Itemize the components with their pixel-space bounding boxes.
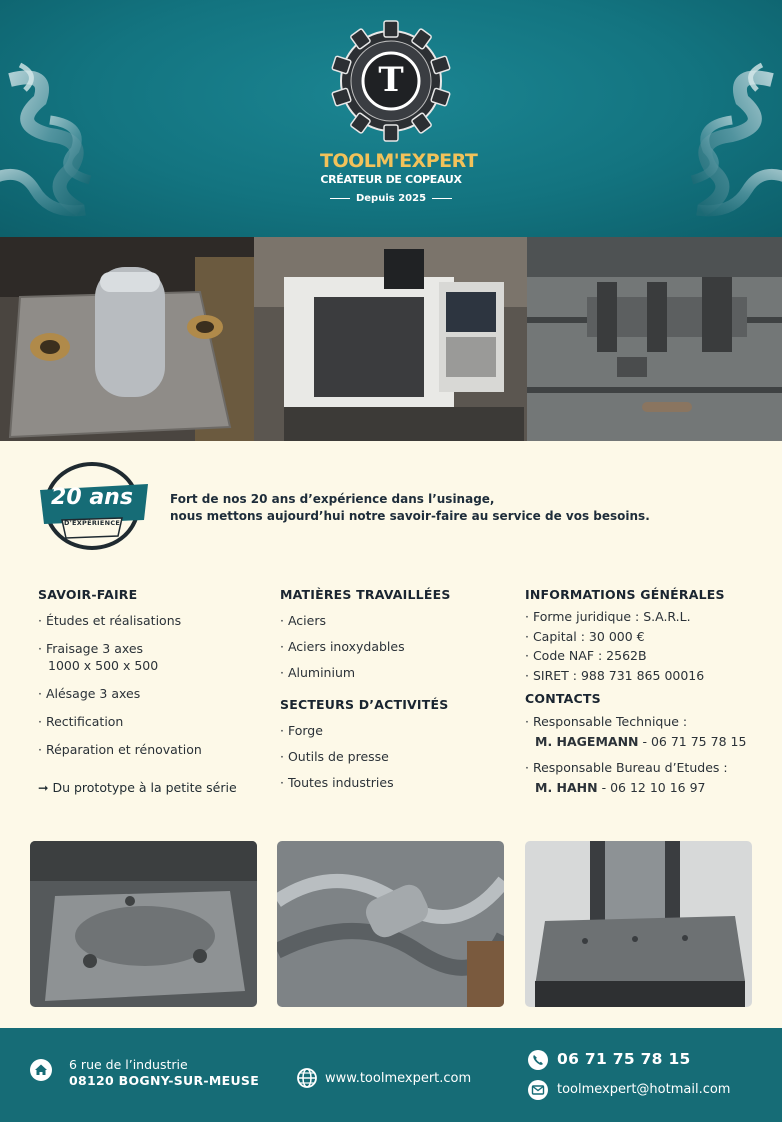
materials-section <box>280 587 500 800</box>
photo-mould-part <box>0 237 254 441</box>
list-item: · Forge <box>280 723 323 738</box>
badge-label: D'EXPÉRIENCE <box>64 519 121 527</box>
info-item: · Forme juridique : S.A.R.L. <box>525 609 691 624</box>
list-item: · Réparation et rénovation <box>38 742 202 757</box>
intro-line-1: Fort de nos 20 ans d’expérience dans l’usinage, <box>170 492 495 506</box>
list-item: · Aciers inoxydables <box>280 639 405 654</box>
list-item: · Aciers <box>280 613 326 628</box>
contact-entry <box>525 712 765 751</box>
footer-contact-bar <box>0 1028 782 1122</box>
photo-machine-table <box>525 841 752 1007</box>
general-info-title: INFORMATIONS GÉNÉRALES <box>525 587 725 602</box>
footer-email[interactable]: toolmexpert@hotmail.com <box>557 1082 731 1097</box>
intro-text <box>170 491 650 525</box>
top-photo-strip <box>0 237 782 441</box>
contact-phone[interactable]: - 06 12 10 16 97 <box>597 779 706 795</box>
info-item: · SIRET : 988 731 865 00016 <box>525 667 705 683</box>
list-item: · Aluminium <box>280 665 356 680</box>
list-item-text: · Fraisage 3 axes <box>38 641 144 656</box>
prototype-note: ➞ Du prototype à la petite série <box>38 780 237 795</box>
home-icon <box>30 1059 52 1081</box>
contact-name: M. HAGEMANN <box>535 733 639 749</box>
experience-badge <box>36 462 148 550</box>
info-item: · Code NAF : 2562B <box>525 648 647 663</box>
contact-name: M. HAHN <box>535 779 598 795</box>
company-logo <box>320 18 478 218</box>
brand-tagline: CRÉATEUR DE COPEAUX <box>320 173 462 186</box>
list-item: · Toutes industries <box>280 775 394 790</box>
phone-icon <box>527 1049 549 1071</box>
website-link[interactable]: www.toolmexpert.com <box>325 1071 472 1086</box>
brand-name: TOOLM'EXPERT <box>320 150 478 172</box>
since-year <box>320 193 462 204</box>
logo-letter: T <box>378 60 404 100</box>
address-city: 08120 BOGNY-SUR-MEUSE <box>69 1073 260 1088</box>
contact-role: · Responsable Technique : <box>525 714 688 729</box>
metal-chips-decoration <box>0 60 130 235</box>
photo-clamped-parts <box>527 237 782 441</box>
list-item <box>38 640 268 674</box>
contacts-title: CONTACTS <box>525 691 601 706</box>
footer-phone[interactable]: 06 71 75 78 15 <box>557 1050 691 1068</box>
sectors-title: SECTEURS D’ACTIVITÉS <box>280 697 449 712</box>
badge-years: 20 ans <box>51 485 133 510</box>
savoir-faire-title: SAVOIR-FAIRE <box>38 587 138 602</box>
list-item-detail: 1000 x 500 x 500 <box>48 658 159 673</box>
materials-title: MATIÈRES TRAVAILLÉES <box>280 587 451 602</box>
list-item: · Études et réalisations <box>38 613 182 628</box>
contact-entry <box>525 758 765 797</box>
photo-steel-plate <box>30 841 257 1007</box>
contact-phone[interactable]: - 06 71 75 78 15 <box>638 733 747 749</box>
photo-cnc-machine <box>254 237 527 441</box>
savoir-faire-section <box>38 587 268 795</box>
address-street: 6 rue de l’industrie <box>69 1057 188 1072</box>
sectors-list <box>280 722 500 791</box>
address <box>69 1057 259 1089</box>
email-icon <box>527 1079 549 1101</box>
bottom-photo-row <box>30 841 752 1007</box>
general-info-section <box>525 587 765 804</box>
list-item: · Rectification <box>38 714 124 729</box>
info-item: · Capital : 30 000 € <box>525 628 645 644</box>
since-label: Depuis 2025 <box>355 193 427 204</box>
header-banner <box>0 0 782 237</box>
metal-chips-decoration <box>652 60 782 235</box>
photo-mould-cavity <box>277 841 504 1007</box>
intro-line-2: nous mettons aujourd’hui notre savoir-faire au service de vos besoins. <box>170 509 650 523</box>
list-item: · Outils de presse <box>280 749 389 764</box>
globe-icon <box>296 1067 318 1089</box>
list-item: · Alésage 3 axes <box>38 686 141 701</box>
contact-role: · Responsable Bureau d’Etudes : <box>525 760 728 775</box>
